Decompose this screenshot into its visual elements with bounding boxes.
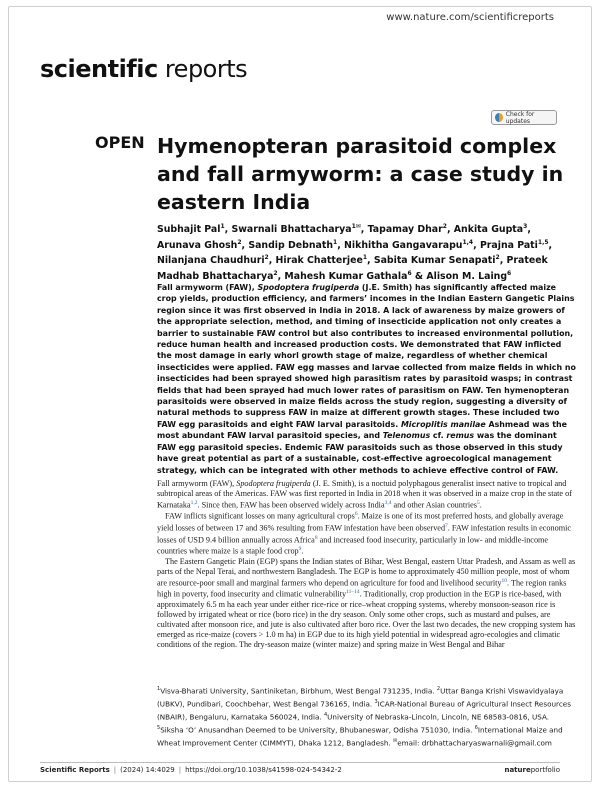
- check-for-updates-button[interactable]: [491, 110, 557, 125]
- author-affiliation-sup: 6: [407, 270, 412, 278]
- body-text: . Since then, FAW has been observed widely across India: [197, 500, 385, 510]
- species-name: Microplitis manilae: [400, 419, 486, 429]
- author-name[interactable]: Alison M. Laing: [426, 271, 508, 283]
- affiliation-text: ICAR-National Bureau of Agricultural Insect Resources (NBAIR), Bengaluru, Karnataka 560024, India.: [157, 699, 571, 722]
- body-text: . Traditionally, crop production in the EGP is rice-based, with approximately 6.5 m ha each year under either rice-rice or rice–wheat cropping systems, whereby monsoon-season rice is followed by irrigated wheat or rice (boro rice) in the dry season. Only some other crops, such as mustard and pulses, are cultivated after monsoon rice, and jute is also cultivated after boro rice. Over the last two decades, the new cropping system has emerged as rice-maize (covers > 1.0 m ha) in EGP due to its high yield potential in widespread agro-ecologies and climatic conditions of the region. The dry-season maize (winter maize) and spring maize in West Bengal and Bihar: [157, 590, 576, 649]
- logo-rest-text: reports: [164, 55, 248, 83]
- journal-logo[interactable]: [40, 55, 247, 83]
- author-name[interactable]: Nilanjana Chaudhuri: [157, 255, 265, 267]
- publisher-logo-bold: nature: [504, 766, 531, 774]
- body-text: (J. E. Smith), is a noctuid polyphagous generalist insect native to tropical and subtropical areas of the Americas. FAW was first reported in India in 2018 when it was observed in a maize crop in the state of Karnataka: [157, 479, 572, 510]
- check-updates-label: Check for updates: [505, 110, 535, 125]
- affiliation-text: Uttar Banga Krishi Viswavidyalaya (UBKV), Pundibari, Coochbehar, West Bengal 736165, India.: [157, 686, 564, 709]
- reference-link[interactable]: 9: [298, 546, 302, 553]
- affiliation-text: International Maize and Wheat Improvement Center (CIMMYT), Dhaka 1212, Bangladesh.: [157, 725, 563, 748]
- author-name[interactable]: Prateek Madhab Bhattacharya: [157, 255, 548, 283]
- author-affiliation-sup: 1: [220, 223, 225, 230]
- body-paragraph-3: [157, 557, 577, 650]
- affiliation-text: Siksha ‘O’ Anusandhan Deemed to be University, Bhubaneswar, Odisha 751030, India.: [160, 725, 475, 735]
- reference-link[interactable]: 6: [354, 511, 358, 518]
- email-icon: ✉: [393, 737, 398, 744]
- body-paragraph-2: [157, 510, 577, 557]
- footer-journal-name: Scientific Reports: [40, 766, 110, 774]
- author-name[interactable]: Nikhitha Gangavarapu: [344, 239, 463, 251]
- author-name[interactable]: Tapamay Dhar: [367, 224, 443, 236]
- abstract-text: Fall armyworm (FAW),: [157, 283, 258, 292]
- abstract-text: (J.E. Smith) has significantly affected maize crop yields, production efficiency, and farmers’ incomes in the Indian Eastern Gangetic Plains region since it was first observed in India in 2018. A lack of awareness by maize growers of the appropriate selection, method, and timing of insecticide application not only creates a barrier to sustainable FAW control but also contributes to increased environmental pollution, reduce human health and increased production costs. We demonstrated that FAW inflicted the most damage in early whorl growth stage of maize, regardless of whether chemical insecticides were applied. FAW egg masses and larvae collected from maize fields in which no insecticides had been sprayed showed high parasitism rates by parasitoid wasps; in contrast fields that had been sprayed had much lower rates of parasitism on FAW. Ten hymenopteran parasitoids were observed in maize fields across the study region, suggesting a diversity of natural methods to suppress FAW in maize at different growth stages. These included two FAW egg parasitoids and eight FAW larval parasitoids.: [157, 283, 576, 429]
- reference-link[interactable]: 5: [476, 499, 480, 506]
- affiliation-marker: 5: [157, 724, 161, 731]
- author-name[interactable]: Prajna Pati: [479, 239, 538, 251]
- author-affiliation-sup: 2: [264, 254, 269, 262]
- author-affiliation-sup: 2: [237, 238, 242, 246]
- author-name[interactable]: Swarnali Bhattacharya: [231, 224, 352, 236]
- body-text: Fall armyworm (FAW),: [157, 479, 237, 488]
- author-name[interactable]: Sabita Kumar Senapati: [373, 255, 496, 267]
- publisher-logo-rest: portfolio: [530, 766, 560, 774]
- author-name[interactable]: Arunava Ghosh: [157, 239, 238, 251]
- body-text: The Eastern Gangetic Plain (EGP) spans the Indian states of Bihar, West Bengal, eastern Uttar Pradesh, and Assam as well as parts of the Nepal Terai, and northwestern Bangladesh. The EGP is home to approximately 450 million people, most of whom are resource-poor small and marginal farmers who depend on agriculture for food and livelihood security: [157, 557, 576, 588]
- body-text: and increased food insecurity, particularly in low- and middle-income countries where maize is a staple food crop: [157, 535, 549, 557]
- body-text: FAW inflicts significant losses on many agricultural crops: [165, 512, 355, 522]
- footer-citation: (2024) 14:4029: [120, 766, 175, 774]
- species-name: Spodoptera frugiperda: [257, 283, 360, 292]
- body-paragraph-1: [157, 479, 577, 510]
- reference-link[interactable]: 7: [445, 523, 448, 530]
- abstract-text: cf.: [430, 431, 447, 441]
- abstract: [157, 282, 577, 476]
- abstract-text: was the dominant FAW egg parasitoid species. Endemic FAW parasitoids such as those observed in this study have great potential as part of a sustainable, cost-effective agroecological management strategy, which can be integrated with other methods to achieve effective control of FAW.: [157, 431, 563, 475]
- affiliation-text: Visva-Bharati University, Santiniketan, Birbhum, West Bengal 731235, India.: [160, 686, 437, 696]
- reference-link[interactable]: 11–14: [346, 589, 360, 596]
- reference-link[interactable]: 8: [314, 534, 318, 541]
- footer-separator: |: [113, 766, 117, 774]
- species-name: Spodoptera frugiperda: [236, 479, 311, 488]
- body-text: and other Asian countries: [391, 500, 477, 510]
- page-footer: [40, 766, 560, 774]
- affiliation-marker: 2: [436, 686, 441, 692]
- affiliation-text: University of Nebraska-Lincoln, Lincoln, NE 68583-0816, USA.: [327, 712, 550, 722]
- reference-link[interactable]: 10: [501, 577, 508, 584]
- corresponding-email[interactable]: email: drbhattacharyaswarnali@gmail.com: [397, 738, 552, 748]
- abstract-text: Ashmead was the most abundant FAW larval parasitoid species, and: [157, 419, 567, 441]
- author-name[interactable]: Subhajit Pal: [157, 224, 221, 236]
- author-affiliation-sup: 1: [333, 238, 338, 246]
- body-text: .: [479, 500, 482, 510]
- species-name: remus: [446, 431, 475, 441]
- author-affiliation-sup: 6: [507, 270, 512, 278]
- open-access-label: OPEN: [95, 133, 145, 152]
- author-affiliation-sup: 1✉: [351, 223, 361, 230]
- body-text: .: [301, 547, 304, 557]
- affiliations: [157, 684, 577, 749]
- main-body-text: [157, 479, 577, 650]
- author-affiliation-sup: 1,4: [462, 238, 474, 246]
- doi-link[interactable]: https://doi.org/10.1038/s41598-024-54342-2: [185, 766, 342, 774]
- reference-link[interactable]: 3,4: [384, 499, 392, 506]
- affiliation-marker: 1: [157, 686, 161, 692]
- author-affiliation-sup: 3: [523, 223, 528, 230]
- affiliation-marker: 4: [323, 711, 328, 718]
- species-name: Telenomus: [382, 431, 431, 441]
- author-list: Subhajit Pal$^1$, Swarnali Bhattacharya$^{1✉}$, Tapamay Dhar$^2$, Ankita Gupta$^3$, Arunava Ghosh$^2$, Sandip Debnath$^1$, Nikhitha Gangavarapu$^{1,4}$, Prajna Pati$^{1,5}$, Nilanjana Chaudhuri$^2$, Hirak Chatterjee$^1$, Sabita Kumar Senapati$^2$, Prateek Madhab Bhattacharya$^2$, Mahesh Kumar Gathala$^6$ & Alison M. Laing$^6$: [157, 223, 553, 283]
- author-affiliation-sup: 2: [495, 254, 500, 262]
- author-affiliation-sup: 1: [362, 254, 367, 262]
- author-name[interactable]: Sandip Debnath: [248, 239, 334, 251]
- affiliation-marker: 3: [374, 698, 378, 705]
- reference-link[interactable]: 1,2: [190, 499, 198, 506]
- footer-separator: |: [178, 766, 182, 774]
- author-affiliation-sup: 2: [273, 270, 278, 278]
- author-affiliation-sup: 1,5: [537, 238, 549, 246]
- author-name[interactable]: Mahesh Kumar Gathala: [284, 271, 408, 283]
- check-updates-icon: [495, 113, 503, 122]
- article-title: Hymenopteran parasitoid complex and fall armyworm: a case study in eastern India: [157, 134, 564, 214]
- author-name[interactable]: Ankita Gupta: [453, 224, 524, 236]
- affiliation-marker: 6: [474, 724, 478, 731]
- footer-divider: [40, 762, 560, 763]
- body-text: . FAW infestation results in economic losses of USD 9.4 billion annually across Africa: [157, 523, 571, 545]
- logo-bold-text: scientific: [40, 55, 158, 83]
- journal-url-link[interactable]: www.nature.com/scientificreports: [386, 12, 554, 23]
- body-text: . Maize is one of its most preferred hosts, and globally average yield losses of between 17 and 36% resulting from FAW infestation have been observed: [157, 512, 564, 533]
- author-affiliation-sup: 2: [442, 223, 447, 230]
- publisher-logo[interactable]: [504, 766, 560, 774]
- author-name[interactable]: Hirak Chatterjee: [275, 255, 363, 267]
- body-text: . The region ranks high in poverty, food insecurity and climatic vulnerability: [157, 578, 567, 600]
